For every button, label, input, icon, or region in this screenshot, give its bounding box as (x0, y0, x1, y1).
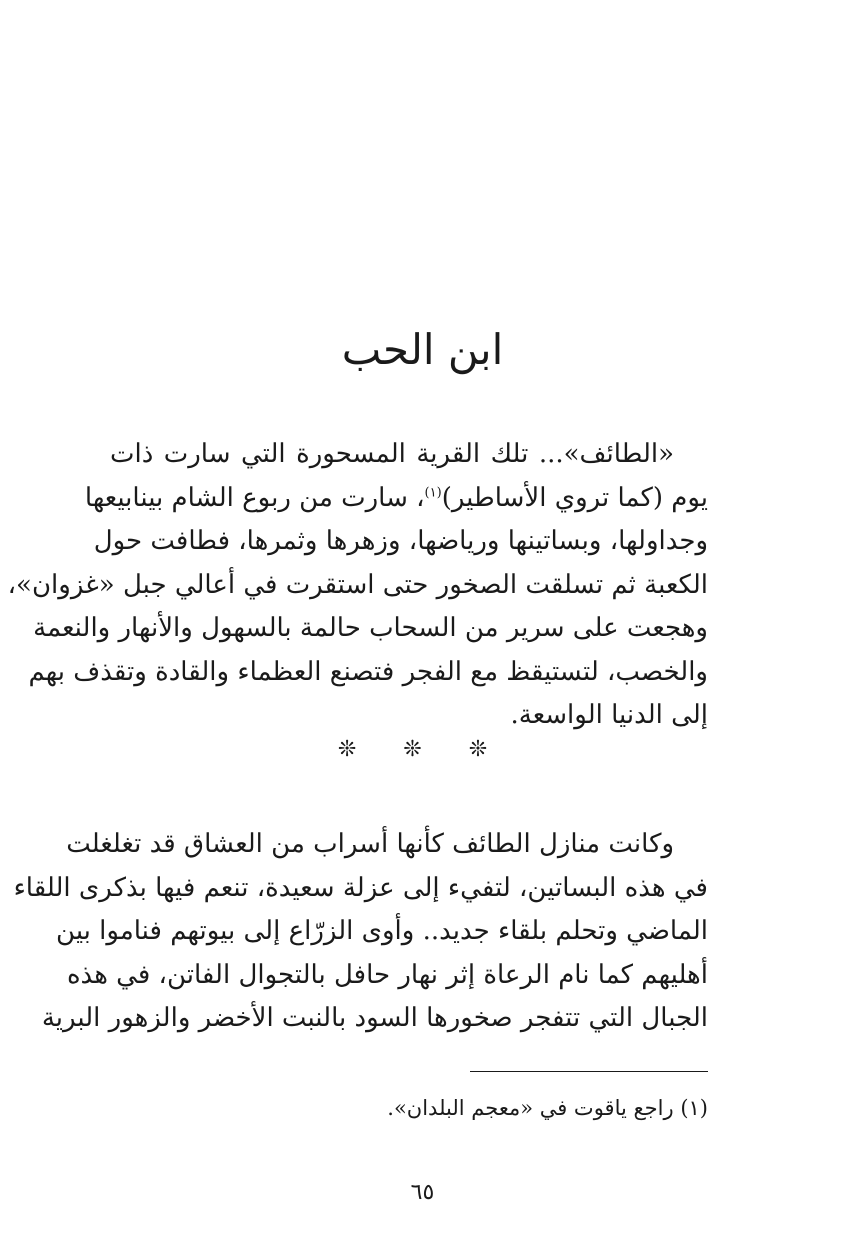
paragraph-line: الكعبة ثم تسلقت الصخور حتى استقرت في أعالي جبل «غزوان»، (7, 569, 708, 600)
paragraph-line: إلى الدنيا الواسعة. (510, 700, 708, 730)
chapter-title: ابن الحب (341, 325, 504, 374)
footnote-divider (470, 1071, 708, 1072)
line-segment: ، سارت من ربوع الشام بينابيعها (84, 482, 425, 513)
paragraph-line: وجداولها، وبساتينها ورياضها، وزهرها وثمرها، فطافت حول (93, 526, 708, 556)
paragraph-line: الجبال التي تتفجر صخورها السود بالنبت الأخضر والزهور البرية (41, 1003, 708, 1033)
paragraph-1 (7, 433, 708, 738)
paragraph-line: وكانت منازل الطائف كأنها أسراب من العشاق قد تغلغلت (66, 829, 674, 859)
page-number: ٦٥ (410, 1180, 435, 1205)
footnote: (١) راجع ياقوت في «معجم البلدان». (387, 1096, 708, 1120)
paragraph-line: الماضي وتحلم بلقاء جديد.. وأوى الزرّاع إلى بيوتهم فناموا بين (56, 916, 708, 946)
section-separator: ❊ ❊ ❊ (337, 737, 508, 762)
footnote-reference[interactable]: (١) (424, 484, 442, 500)
line-segment: يوم (كما تروي الأساطير) (441, 482, 708, 513)
paragraph-line (84, 477, 708, 521)
paragraph-line: «الطائف»... تلك القرية المسحورة التي سارت ذات (110, 439, 674, 469)
paragraph-2 (13, 823, 708, 1041)
paragraph-line: في هذه البساتين، لتفيء إلى عزلة سعيدة، تنعم فيها بذكرى اللقاء (13, 872, 708, 903)
paragraph-line: والخصب، لتستيقظ مع الفجر فتصنع العظماء والقادة وتقذف بهم (28, 656, 708, 687)
paragraph-line: وهجعت على سرير من السحاب حالمة بالسهول والأنهار والنعمة (33, 613, 708, 643)
paragraph-line: أهليهم كما نام الرعاة إثر نهار حافل بالتجوال الفاتن، في هذه (66, 959, 708, 990)
